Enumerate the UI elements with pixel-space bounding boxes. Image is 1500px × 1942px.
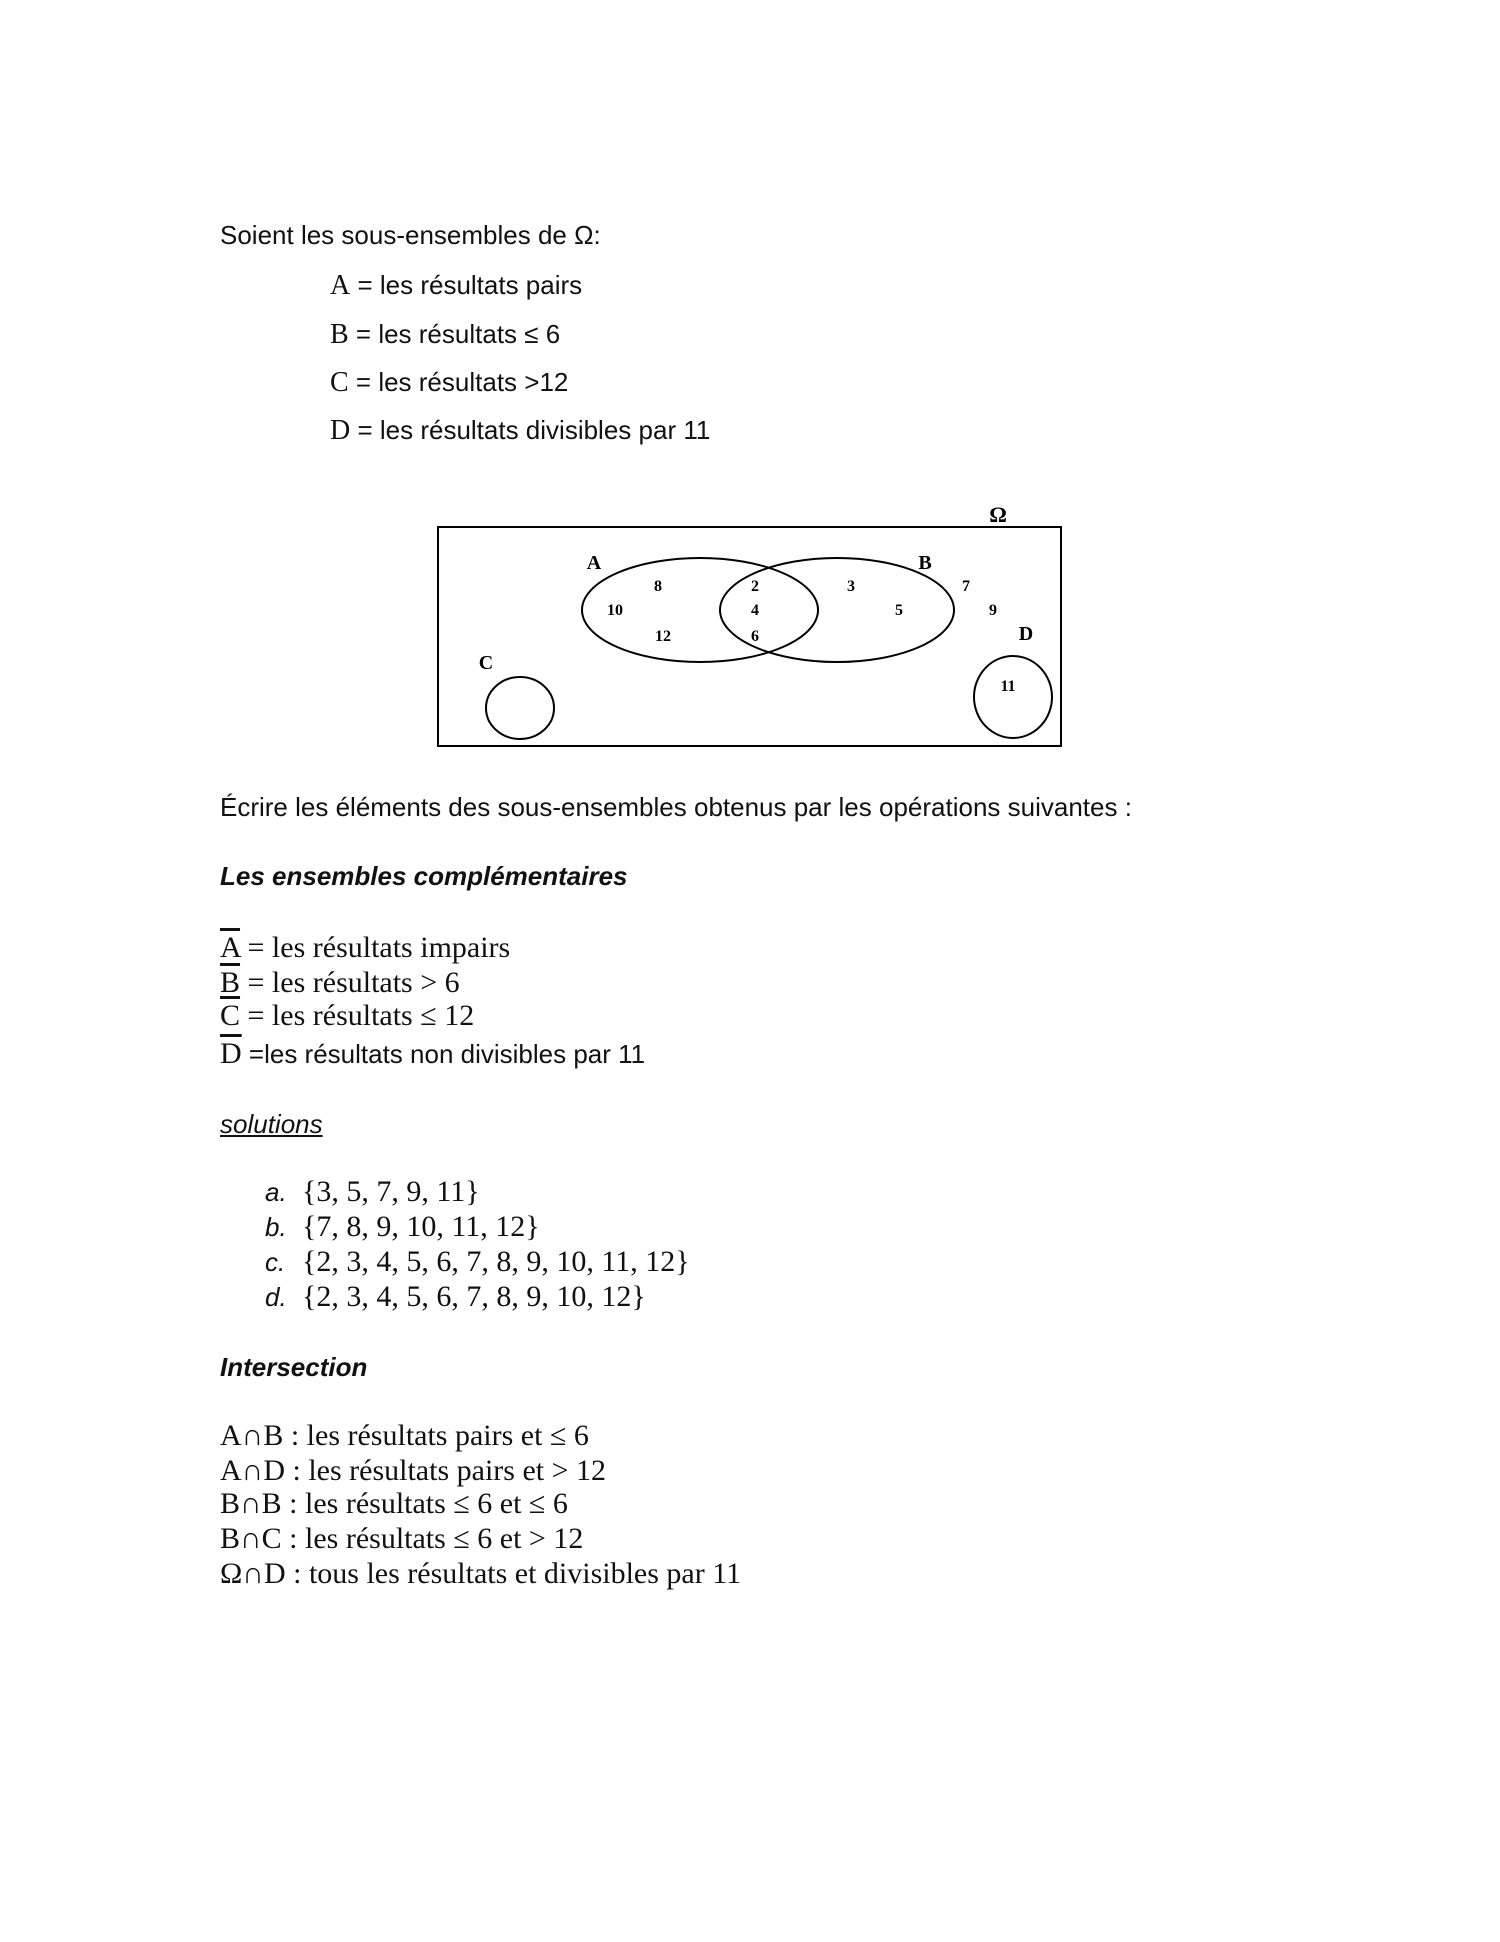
label-d: D bbox=[1018, 623, 1034, 645]
element: 5 bbox=[895, 602, 903, 619]
solution-label: a. bbox=[265, 1177, 287, 1207]
solution-item bbox=[265, 1279, 646, 1315]
element: 3 bbox=[847, 578, 855, 595]
solution-value: {7, 8, 9, 10, 11, 12} bbox=[302, 1210, 540, 1243]
set-name: $\overline{C}$ bbox=[220, 999, 241, 1032]
set-name: D bbox=[330, 415, 351, 446]
solution-value: {2, 3, 4, 5, 6, 7, 8, 9, 10, 11, 12} bbox=[302, 1245, 690, 1278]
complement-text: =les résultats non divisibles par 11 bbox=[241, 1039, 646, 1069]
complement-text: = les résultats ≤ 12 bbox=[240, 999, 475, 1032]
complement-d bbox=[220, 1036, 645, 1072]
complement-a bbox=[220, 930, 510, 966]
intersection-line: B∩B : les résultats ≤ 6 et ≤ 6 bbox=[220, 1487, 568, 1520]
set-name: B bbox=[330, 319, 349, 350]
set-name: $\overline{D}$ bbox=[220, 1037, 242, 1070]
element: 11 bbox=[1000, 678, 1016, 695]
solution-item bbox=[265, 1174, 480, 1210]
set-name: A bbox=[330, 270, 351, 301]
element: 9 bbox=[989, 602, 997, 619]
element: 12 bbox=[655, 628, 671, 645]
section-title-intersection: Intersection bbox=[220, 1352, 368, 1382]
intersection-line: Ω∩D : tous les résultats et divisibles par 11 bbox=[220, 1557, 742, 1590]
intersection-line: A∩D : les résultats pairs et > 12 bbox=[220, 1454, 607, 1487]
intersection-line: B∩C : les résultats ≤ 6 et > 12 bbox=[220, 1522, 584, 1555]
element: 7 bbox=[962, 578, 970, 595]
label-b: B bbox=[918, 552, 932, 574]
element: 6 bbox=[751, 628, 759, 645]
venn-diagram bbox=[0, 0, 1500, 800]
solution-value: {2, 3, 4, 5, 6, 7, 8, 9, 10, 12} bbox=[302, 1280, 646, 1313]
label-a: A bbox=[586, 552, 602, 574]
instruction-text: Écrire les éléments des sous-ensembles obtenus par les opérations suivantes : bbox=[220, 792, 1132, 822]
complement-text: = les résultats > 6 bbox=[240, 966, 460, 999]
complement-b bbox=[220, 965, 460, 1001]
solution-label: d. bbox=[265, 1282, 287, 1312]
solution-label: c. bbox=[265, 1247, 286, 1277]
solution-value: {3, 5, 7, 9, 11} bbox=[302, 1175, 480, 1208]
set-c-circle bbox=[486, 677, 554, 739]
element: 2 bbox=[751, 578, 759, 595]
intersection-line: A∩B : les résultats pairs et ≤ 6 bbox=[220, 1419, 589, 1452]
section-title-complements: Les ensembles complémentaires bbox=[220, 861, 628, 891]
element: 4 bbox=[751, 602, 759, 619]
complement-text: = les résultats impairs bbox=[240, 931, 511, 964]
set-name: $\overline{B}$ bbox=[220, 966, 241, 999]
solution-item bbox=[265, 1209, 540, 1245]
label-c: C bbox=[478, 652, 494, 674]
intro-text: Soient les sous-ensembles de Ω: bbox=[220, 220, 601, 250]
definition-text: = les résultats ≤ 6 bbox=[348, 319, 561, 349]
solution-label: b. bbox=[265, 1212, 287, 1242]
definition-text: = les résultats divisibles par 11 bbox=[350, 415, 711, 445]
universe-box bbox=[438, 527, 1061, 746]
element: 10 bbox=[607, 602, 623, 619]
solutions-title: solutions bbox=[220, 1109, 323, 1139]
definition-text: = les résultats >12 bbox=[348, 367, 569, 397]
set-d-circle bbox=[974, 656, 1052, 738]
solution-item bbox=[265, 1244, 690, 1280]
universe-label: Ω bbox=[989, 502, 1007, 527]
set-name: C bbox=[330, 367, 349, 398]
definition-text: = les résultats pairs bbox=[350, 270, 583, 300]
element: 8 bbox=[654, 578, 662, 595]
complement-c bbox=[220, 998, 474, 1034]
set-name: $\overline{A}$ bbox=[220, 931, 241, 964]
